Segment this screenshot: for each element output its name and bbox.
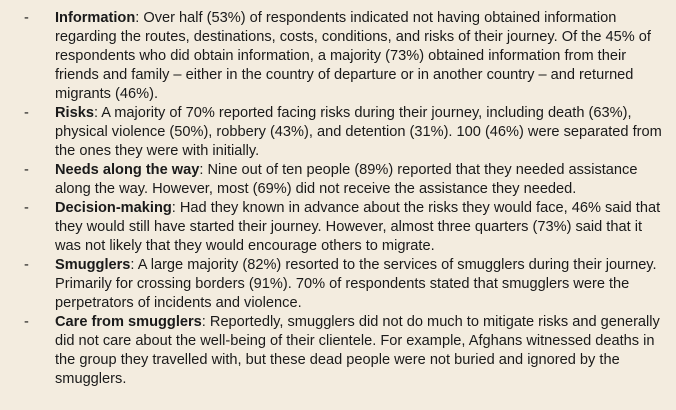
list-item-smugglers xyxy=(0,256,676,313)
findings-list xyxy=(0,9,676,389)
bullet-marker: - xyxy=(24,200,29,216)
item-text: : Over half (53%) of respondents indicated not having obtained information regarding the routes, destinations, costs, conditions, and risks of their journey. Of the 45% of respondents who did obtain information, a majority (73%) obtained information from their friends and family – either in the country of departure or in another country – and returned migrants (46%). xyxy=(55,10,651,102)
item-text: : A majority of 70% reported facing risks during their journey, including death (63%), physical violence (50%), robbery (43%), and detention (31%). 100 (46%) were separated from the ones they were with initially. xyxy=(55,105,662,159)
list-item-care-from-smugglers xyxy=(0,313,676,389)
item-term: Needs along the way xyxy=(55,162,200,178)
bullet-marker: - xyxy=(24,162,29,178)
list-item-needs xyxy=(0,161,676,199)
item-term: Smugglers xyxy=(55,257,131,273)
list-item-information xyxy=(0,9,676,104)
bullet-marker: - xyxy=(24,257,29,273)
list-item-decision-making xyxy=(0,199,676,256)
item-text: : Reportedly, smugglers did not do much to mitigate risks and generally did not care about the well-being of their clientele. For example, Afghans witnessed deaths in the group they travelled with, but these dead people were not buried and ignored by the smugglers. xyxy=(55,314,660,387)
item-text: : A large majority (82%) resorted to the services of smugglers during their journey. Primarily for crossing borders (91%). 70% of respondents stated that smugglers were the perpetrators of incidents and violence. xyxy=(55,257,657,311)
bullet-marker: - xyxy=(24,10,29,26)
list-item-risks xyxy=(0,104,676,161)
item-term: Decision-making xyxy=(55,200,172,216)
item-term: Risks xyxy=(55,105,94,121)
bullet-marker: - xyxy=(24,314,29,330)
item-term: Care from smugglers xyxy=(55,314,202,330)
item-text: : Nine out of ten people (89%) reported that they needed assistance along the way. However, most (69%) did not receive the assistance they needed. xyxy=(55,162,638,197)
bullet-marker: - xyxy=(24,105,29,121)
item-text: : Had they known in advance about the risks they would face, 46% said that they would still have started their journey. However, almost three quarters (73%) said that it was not likely that they would encourage others to migrate. xyxy=(55,200,661,254)
item-term: Information xyxy=(55,10,136,26)
